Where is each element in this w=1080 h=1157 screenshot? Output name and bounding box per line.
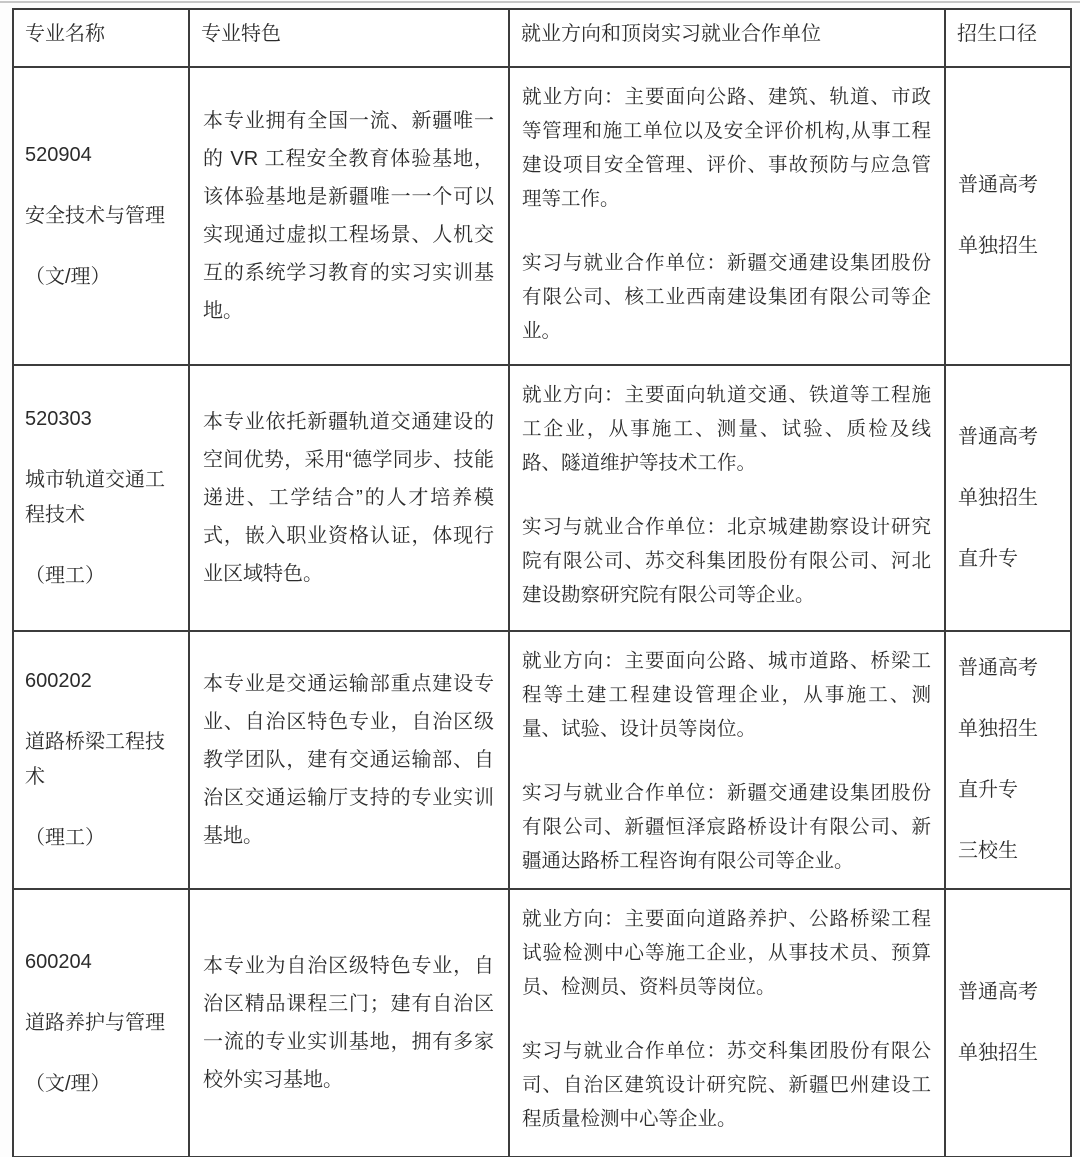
internship-partners: 实习与就业合作单位：新疆交通建设集团股份有限公司、核工业西南建设集团有限公司等企业。 (522, 252, 931, 342)
features-text: 本专业依托新疆轨道交通建设的空间优势，采用“德学同步、技能递进、工学结合”的人才培养模式，嵌入职业资格认证，体现行业区域特色。 (203, 411, 494, 585)
employment-cell (509, 67, 945, 365)
majors-table (12, 8, 1072, 1157)
table-row (13, 631, 1071, 889)
admission-cell (945, 889, 1071, 1157)
major-name: 安全技术与管理 (25, 204, 165, 227)
header-employment: 就业方向和顶岗实习就业合作单位 (509, 9, 945, 67)
employment-cell (509, 631, 945, 889)
major-category: （理工） (25, 565, 105, 587)
admission-cell (945, 67, 1071, 365)
features-cell (189, 889, 509, 1157)
admission-channel: 普通高考 (958, 657, 1038, 679)
major-cell (13, 889, 189, 1157)
employment-cell (509, 889, 945, 1157)
major-code: 600204 (25, 950, 92, 973)
internship-partners: 实习与就业合作单位：新疆交通建设集团股份有限公司、新疆恒泽宸路桥设计有限公司、新疆通达路桥工程咨询有限公司等企业。 (522, 782, 931, 872)
features-cell (189, 631, 509, 889)
admission-channel: 三校生 (958, 840, 1018, 862)
major-cell (13, 631, 189, 889)
admission-channel: 普通高考 (958, 425, 1038, 448)
employment-direction: 就业方向：主要面向公路、城市道路、桥梁工程等土建工程建设管理企业，从事施工、测量、试验、设计员等岗位。 (522, 650, 931, 740)
table-row (13, 889, 1071, 1157)
employment-direction: 就业方向：主要面向公路、建筑、轨道、市政等管理和施工单位以及安全评价机构,从事工程建设项目安全管理、评价、事故预防与应急管理等工作。 (522, 86, 931, 210)
admission-channel: 普通高考 (958, 174, 1038, 196)
internship-partners: 实习与就业合作单位：北京城建勘察设计研究院有限公司、苏交科集团股份有限公司、河北建设勘察研究院有限公司等企业。 (522, 516, 931, 606)
employment-cell (509, 365, 945, 631)
features-text: 本专业为自治区级特色专业，自治区精品课程三门；建有自治区一流的专业实训基地，拥有多家校外实习基地。 (203, 955, 494, 1091)
header-major-features: 专业特色 (189, 9, 509, 67)
major-code: 600202 (25, 670, 92, 692)
major-category: （理工） (25, 827, 105, 849)
admission-channel: 单独招生 (958, 1042, 1038, 1064)
header-major-name: 专业名称 (13, 9, 189, 67)
major-cell (13, 365, 189, 631)
admission-cell (945, 631, 1071, 889)
features-text: 本专业拥有全国一流、新疆唯一的 VR 工程安全教育体验基地，该体验基地是新疆唯一一个可以实现通过虚拟工程场景、人机交互的系统学习教育的实习实训基地。 (203, 110, 494, 322)
employment-direction: 就业方向：主要面向轨道交通、铁道等工程施工企业，从事施工、测量、试验、质检及线路、隧道维护等技术工作。 (522, 384, 931, 474)
major-code: 520303 (25, 408, 92, 430)
major-name: 道路桥梁工程技术 (25, 731, 165, 788)
header-admission-scope: 招生口径 (945, 9, 1071, 67)
header-row (13, 9, 1071, 67)
major-name: 道路养护与管理 (25, 1011, 165, 1034)
major-category: （文/理） (25, 1072, 111, 1095)
cropped-row-edge (0, 1, 1080, 3)
admission-channel: 普通高考 (958, 981, 1038, 1003)
admission-channel: 直升专 (958, 779, 1018, 801)
major-code: 520904 (25, 143, 92, 166)
employment-direction: 就业方向：主要面向道路养护、公路桥梁工程试验检测中心等施工企业，从事技术员、预算员、检测员、资料员等岗位。 (522, 908, 931, 998)
major-category: （文/理） (25, 265, 111, 288)
table-row (13, 67, 1071, 365)
table-row (13, 365, 1071, 631)
admission-channel: 单独招生 (958, 718, 1038, 740)
admission-channel: 单独招生 (958, 235, 1038, 257)
admission-channel: 直升专 (958, 547, 1018, 570)
major-cell (13, 67, 189, 365)
internship-partners: 实习与就业合作单位：苏交科集团股份有限公司、自治区建筑设计研究院、新疆巴州建设工程质量检测中心等企业。 (522, 1040, 931, 1130)
features-cell (189, 365, 509, 631)
admission-cell (945, 365, 1071, 631)
features-text: 本专业是交通运输部重点建设专业、自治区特色专业，自治区级教学团队，建有交通运输部、自治区交通运输厅支持的专业实训基地。 (203, 673, 494, 847)
major-name: 城市轨道交通工程技术 (25, 469, 165, 526)
features-cell (189, 67, 509, 365)
admission-channel: 单独招生 (958, 486, 1038, 509)
